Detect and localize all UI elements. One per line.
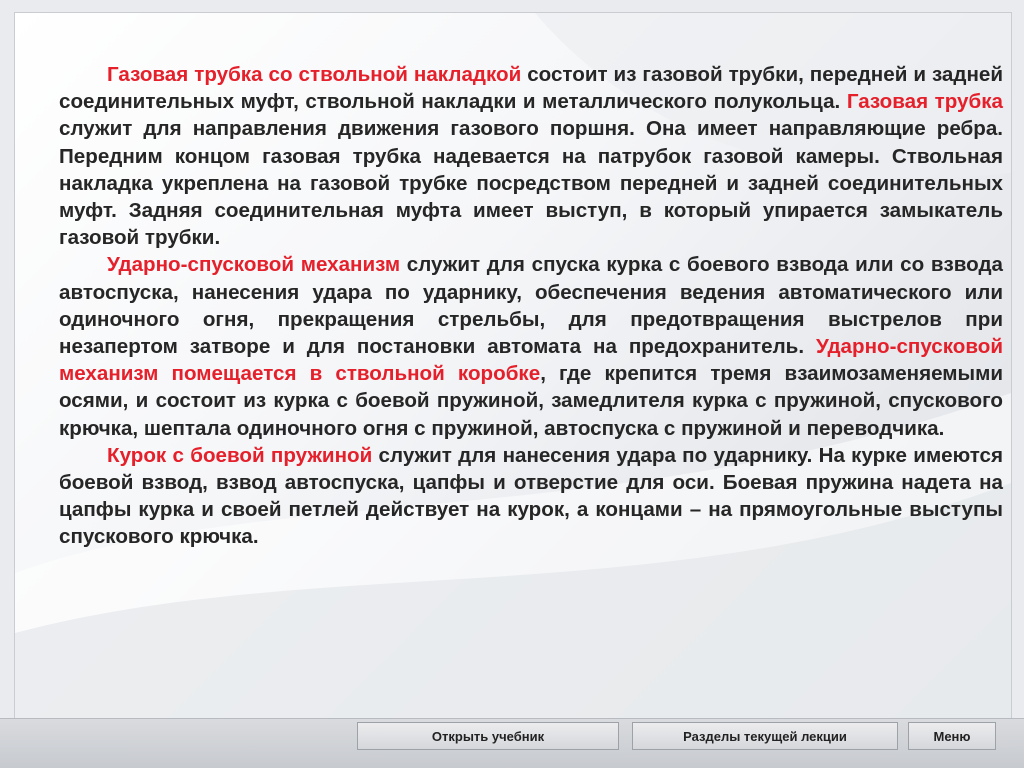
slide-text: [59, 61, 1003, 551]
menu-button[interactable]: Меню: [908, 722, 996, 750]
paragraph-text: служит для направления движения газового поршня. Она имеет направляющие ребра. Передним концом газовая трубка надевается на патрубок газовой камеры. Ствольная накладка укреплена на газовой трубке посредством передней и задней соединительных муфт. Задняя соединительная муфта имеет выступ, в который упирается замыкатель газовой трубки.: [59, 117, 1003, 250]
open-textbook-button[interactable]: Открыть учебник: [357, 722, 619, 750]
highlight-term: Ударно-спусковой механизм помещается в ствольной коробке: [59, 335, 1003, 386]
paragraph-text: состоит из газовой трубки, передней и задней соединительных муфт, ствольной накладки и металлического полукольца.: [59, 63, 1003, 114]
highlight-term: Газовая трубка: [846, 90, 1003, 114]
highlight-term: Курок с боевой пружиной: [107, 443, 373, 467]
paragraph-trigger-mechanism: [59, 251, 1003, 441]
paragraph-gas-tube: [59, 61, 1003, 251]
lecture-sections-button[interactable]: Разделы текущей лекции: [632, 722, 898, 750]
paragraph-text: , где крепится тремя взаимозаменяемыми осями, и состоит из курка с боевой пружиной, замедлителя курка с пружиной, спускового крючка, шептала одиночного огня с пружиной, автоспуска с пружиной и переводчика.: [59, 362, 1004, 440]
paragraph-hammer: [59, 442, 1003, 551]
highlight-term: Ударно-спусковой механизм: [107, 253, 401, 277]
paragraph-text: служит для спуска курка с боевого взвода или со взвода автоспуска, нанесения удара по ударнику, обеспечения ведения автоматического или одиночного огня, прекращения стрельбы, для предотвращения выстрелов при незапертом затворе и для постановки автомата на предохранитель.: [59, 253, 1004, 359]
slide-frame: [14, 12, 1012, 758]
highlight-term: Газовая трубка со ствольной накладкой: [107, 63, 522, 86]
paragraph-text: служит для нанесения удара по ударнику. На курке имеются боевой взвод, взвод автоспуска, цапфы и отверстие для оси. Боевая пружина надета на цапфы курка и своей петлей действует на курок, а концами – на прямоугольные выступы спускового крючка.: [59, 443, 1003, 549]
